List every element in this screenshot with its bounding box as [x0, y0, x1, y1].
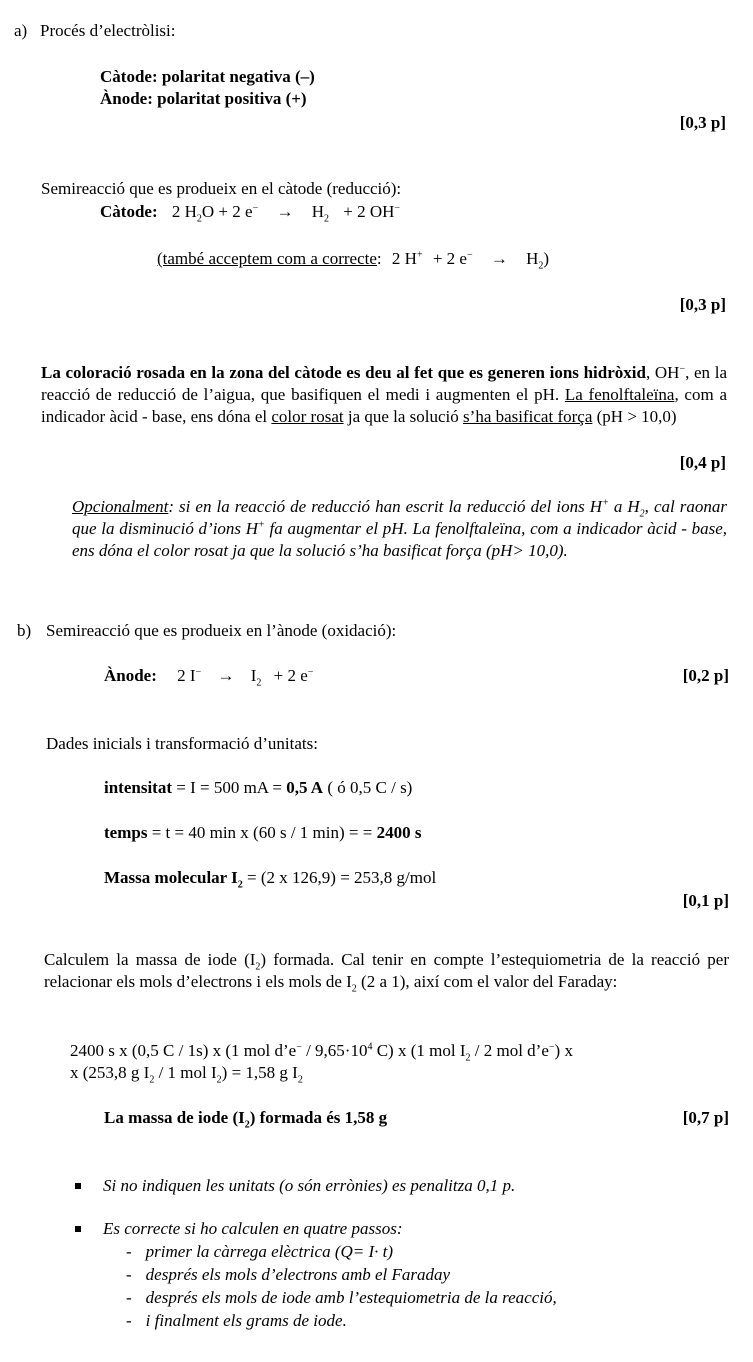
text: , en la reacció de reducció de l’aigua, que basifiquen el medi i augmenten el pH.: [41, 363, 727, 404]
sub: 2: [351, 983, 357, 995]
sub: 2: [465, 1052, 471, 1064]
underlined-text: La fenolftaleïna: [564, 385, 675, 404]
text: 2400 s x (0,5 C / 1s) x (1 mol d’e: [70, 1041, 297, 1060]
sub: 2: [639, 508, 645, 520]
dash-icon: -: [126, 1288, 132, 1307]
step-item: [126, 1241, 393, 1263]
step-text: primer la càrrega elèctrica (Q= I· t): [145, 1242, 394, 1261]
calc-line-2: [70, 1062, 303, 1084]
optional-paragraph: [72, 496, 727, 562]
text: C) x (1 mol I: [372, 1041, 466, 1060]
dash-icon: -: [126, 1265, 132, 1284]
bullet-icon: [75, 1183, 81, 1189]
eq-sub: 2: [196, 213, 202, 225]
intensity-label: intensitat: [104, 778, 172, 797]
text: = I = 500 mA =: [172, 778, 287, 797]
score-a3: [0,4 p]: [679, 453, 726, 472]
result-line: [104, 1107, 387, 1129]
eq-sub: 2: [323, 213, 329, 225]
eq-term: 2 I: [177, 666, 196, 685]
anode-polarity: Ànode: polaritat positiva (+): [100, 89, 307, 108]
eq-term: O + 2 e: [201, 202, 253, 221]
eq-term: H: [311, 202, 324, 221]
arrow-icon: →: [276, 202, 294, 221]
sup: +: [602, 497, 609, 509]
eq-term: 2 H: [171, 202, 197, 221]
text: fa augmentar el pH. La fenolftaleïna, com a indicador àcid - base, ens dóna el color rosat ja que la solució s’ha basificat força (pH> 10,0).: [72, 519, 727, 560]
note-units: Si no indiquen les unitats (o són errònies) es penalitza 0,1 p.: [103, 1176, 516, 1195]
text: : si en la reacció de reducció han escrit la reducció del ions H: [168, 497, 603, 516]
text: La massa de iode (I: [104, 1108, 245, 1127]
eq-sub: 2: [256, 677, 262, 689]
part-a-heading: Procés d’electròlisi:: [40, 21, 176, 40]
eq-term: + 2 e: [273, 666, 308, 685]
text: ja que la solució: [343, 407, 464, 426]
cathode-polarity: Càtode: polaritat negativa (–): [100, 67, 315, 86]
sub: 2: [237, 879, 243, 891]
text: (pH > 10,0): [592, 407, 677, 426]
sup: −: [679, 363, 686, 375]
sup: −: [548, 1041, 555, 1053]
part-a-marker: a): [14, 21, 28, 40]
eq-sup: −: [394, 202, 401, 214]
sup: +: [258, 519, 265, 531]
eq-sup: +: [416, 249, 423, 261]
text: , cal raonar que la disminució d’ions H: [72, 497, 727, 538]
also-accept-line: [157, 248, 549, 270]
score-b1: [0,2 p]: [682, 666, 729, 685]
eq-term: I: [250, 666, 257, 685]
text: , com a indicador àcid - base, ens dóna el: [41, 385, 727, 426]
text: ) = 1,58 g I: [221, 1063, 298, 1082]
text: / 2 mol d’e: [470, 1041, 549, 1060]
step-item: [126, 1287, 557, 1309]
text: ) formada és 1,58 g: [249, 1108, 388, 1127]
text: , OH: [645, 363, 680, 382]
intensity-line: [104, 777, 412, 799]
sub: 2: [149, 1074, 155, 1086]
eq-sub: 2: [538, 260, 544, 272]
text: ) formada. Cal tenir en compte l’estequiometria de la reacció per relacionar els mols d’electrons i els mols de I: [44, 950, 729, 991]
time-value: 2400 s: [376, 823, 422, 842]
intensity-value: 0,5 A: [286, 778, 324, 797]
arrow-icon: →: [217, 666, 235, 685]
text: x (253,8 g I: [70, 1063, 150, 1082]
score-a1: [0,3 p]: [679, 113, 726, 132]
step-item: [126, 1264, 450, 1286]
text: / 1 mol I: [154, 1063, 217, 1082]
anode-label: Ànode:: [104, 666, 157, 685]
cathode-label: Càtode:: [100, 202, 158, 221]
score-b3: [0,7 p]: [682, 1108, 729, 1127]
dash-icon: -: [126, 1311, 132, 1330]
time-label: temps: [104, 823, 148, 842]
eq-term: H: [526, 249, 539, 268]
score-b2: [0,1 p]: [682, 891, 729, 910]
text: ) x: [554, 1041, 573, 1060]
dash-icon: -: [126, 1242, 132, 1261]
explanation-bold: La coloració rosada en la zona del càtode es deu al fet que es generen ions hidròxid: [41, 363, 646, 382]
sub: 2: [216, 1074, 222, 1086]
eq-sup: −: [195, 666, 202, 678]
explanation-paragraph: [41, 362, 727, 428]
bullet-icon: [75, 1226, 81, 1232]
eq-term: ): [543, 249, 550, 268]
sub: 2: [244, 1119, 250, 1131]
eq-term: 2 H: [391, 249, 417, 268]
underlined-text: color rosat: [271, 407, 344, 426]
sub: 2: [255, 961, 261, 973]
text: a H: [608, 497, 640, 516]
text: = t = 40 min x (60 s / 1 min) = =: [147, 823, 377, 842]
text: / 9,65·10: [301, 1041, 368, 1060]
eq-term: + 2 OH: [343, 202, 395, 221]
initial-data-heading: Dades inicials i transformació d’unitats:: [46, 734, 318, 753]
step-text: després els mols d’electrons amb el Faraday: [145, 1265, 451, 1284]
step-item: [126, 1310, 347, 1332]
score-a2: [0,3 p]: [679, 295, 726, 314]
text: ( ó 0,5 C / s): [323, 778, 413, 797]
cathode-semireaction-intro: Semireacció que es produeix en el càtode (reducció):: [41, 179, 402, 198]
part-b-marker: b): [17, 621, 32, 640]
note-four-steps: Es correcte si ho calculen en quatre passos:: [103, 1219, 403, 1238]
sup: 4: [367, 1041, 373, 1053]
anode-equation: [104, 665, 313, 687]
cathode-equation: [100, 201, 400, 223]
eq-sup: −: [252, 202, 259, 214]
calc-line-1: [70, 1040, 573, 1062]
eq-sup: −: [307, 666, 314, 678]
optional-label: Opcionalment: [72, 497, 169, 516]
sub: 2: [297, 1074, 303, 1086]
time-line: [104, 822, 421, 844]
text: = (2 x 126,9) = 253,8 g/mol: [242, 868, 437, 887]
step-text: i finalment els grams de iode.: [145, 1311, 347, 1330]
sup: −: [296, 1041, 302, 1053]
eq-sup: −: [466, 249, 473, 261]
colon: :: [376, 249, 382, 268]
arrow-icon: →: [490, 249, 508, 268]
eq-term: + 2 e: [432, 249, 467, 268]
molar-mass-line: [104, 867, 436, 889]
underlined-text: s’ha basificat força: [463, 407, 593, 426]
text: (2 a 1), així com el valor del Faraday:: [356, 972, 618, 991]
text: Calculem la massa de iode (I: [44, 950, 256, 969]
part-b-heading: Semireacció que es produeix en l’ànode (oxidació):: [46, 621, 397, 640]
molar-mass-label: Massa molecular I: [104, 868, 238, 887]
also-accept-label: (també acceptem com a correcte: [157, 249, 377, 268]
step-text: després els mols de iode amb l’estequiometria de la reacció,: [145, 1288, 557, 1307]
calc-intro-paragraph: [44, 949, 729, 993]
